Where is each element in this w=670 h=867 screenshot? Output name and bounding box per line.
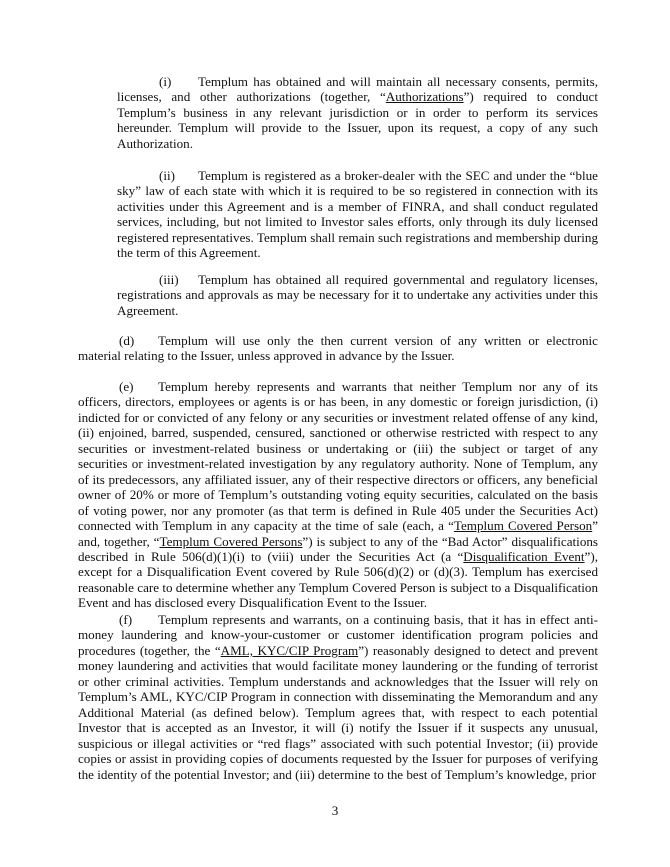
page-number: 3 <box>331 803 339 818</box>
paragraph-label: (f) <box>119 612 133 627</box>
paragraph-label: (e) <box>119 379 134 394</box>
paragraph-c-ii: (ii) Templum is registered as a broker-dealer with the SEC and under the “blue sky” law of each state with which it is required to be so registered in connection with its activities under this Agreement and is a member of FINRA, and shall conduct regulated services, including, but not limited to Investor sales efforts, only through its duly licensed registered representatives. Templum shall remain such registrations and membership during the term of this Agreement. <box>117 168 598 261</box>
paragraph-d: (d) Templum will use only the then current version of any written or electronic material relating to the Issuer, unless approved in advance by the Issuer. <box>78 333 598 364</box>
paragraph-c-iii: (iii) Templum has obtained all required governmental and regulatory licenses, registrations and approvals as may be necessary for it to undertake any activities under this Agreement. <box>117 272 598 318</box>
defined-term-aml-kyc-cip-program: AML, KYC/CIP Program <box>220 642 359 658</box>
paragraph-label: (d) <box>119 333 135 348</box>
paragraph-label: (ii) <box>159 168 175 183</box>
defined-term-disqualification-event: Disqualification Event <box>463 548 585 564</box>
paragraph-label: (iii) <box>159 272 179 287</box>
paragraph-label: (i) <box>159 74 172 89</box>
paragraph-f: (f) Templum represents and warrants, on a continuing basis, that it has in effect anti-money laundering and know-your-customer or customer identification program policies and procedures (together, the “AML, KYC/CIP Program”) reasonably designed to detect and prevent money laundering and activities that would facilitate money laundering or the funding of terrorist or other criminal activities. Templum understands and acknowledges that the Issuer will rely on Templum’s AML, KYC/CIP Program in connection with disseminating the Memorandum and any Additional Material (as defined below). Templum agrees that, with respect to each potential Investor that is accepted as an Investor, it will (i) notify the Issuer if it suspects any unusual, suspicious or illegal activities or “red flags” associated with such potential Investor; (ii) provide copies or assist in providing copies of documents requested by the Issuer for purposes of verifying the identity of the potential Investor; and (iii) determine to the best of Templum’s knowledge, prior <box>78 612 599 782</box>
paragraph-c-i: (i) Templum has obtained and will maintain all necessary consents, permits, licenses, and other authorizations (together, “Authorizations”) required to conduct Templum’s business in any relevant jurisdiction or in order to perform its services hereunder. Templum will provide to the Issuer, upon its request, a copy of any such Authorization. <box>117 74 598 151</box>
defined-term-templum-covered-person: Templum Covered Person <box>453 518 593 534</box>
paragraph-e: (e) Templum hereby represents and warrants that neither Templum nor any of its officers, directors, employees or agents is or has been, in any domestic or foreign jurisdiction, (i) indicted for or convicted of any felony or any securities or investment related offense of any kind, (ii) enjoined, barred, suspended, censured, sanctioned or otherwise restricted with respect to any securities or investment-related business or undertaking or (iii) the subject or target of any securities or investment-related investigation by any regulatory authority. None of Templum, any of its predecessors, any affiliated issuer, any of their respective directors or officers, any beneficial owner of 20% or more of Templum’s outstanding voting equity securities, calculated on the basis of voting power, nor any promoter (as that term is defined in Rule 405 under the Securities Act) connected with Templum in any capacity at the time of sale (each, a “Templum Covered Person” and, together, “Templum Covered Persons”) is subject to any of the “Bad Actor” disqualifications described in Rule 506(d)(1)(i) to (viii) under the Securities Act (a “Disqualification Event”), except for a Disqualification Event covered by Rule 506(d)(2) or (d)(3). Templum has exercised reasonable care to determine whether any Templum Covered Person is subject to a Disqualification Event and has disclosed every Disqualification Event to the Issuer. <box>78 379 599 611</box>
defined-term-authorizations: Authorizations <box>385 89 464 105</box>
defined-term-templum-covered-persons: Templum Covered Persons <box>159 533 303 549</box>
